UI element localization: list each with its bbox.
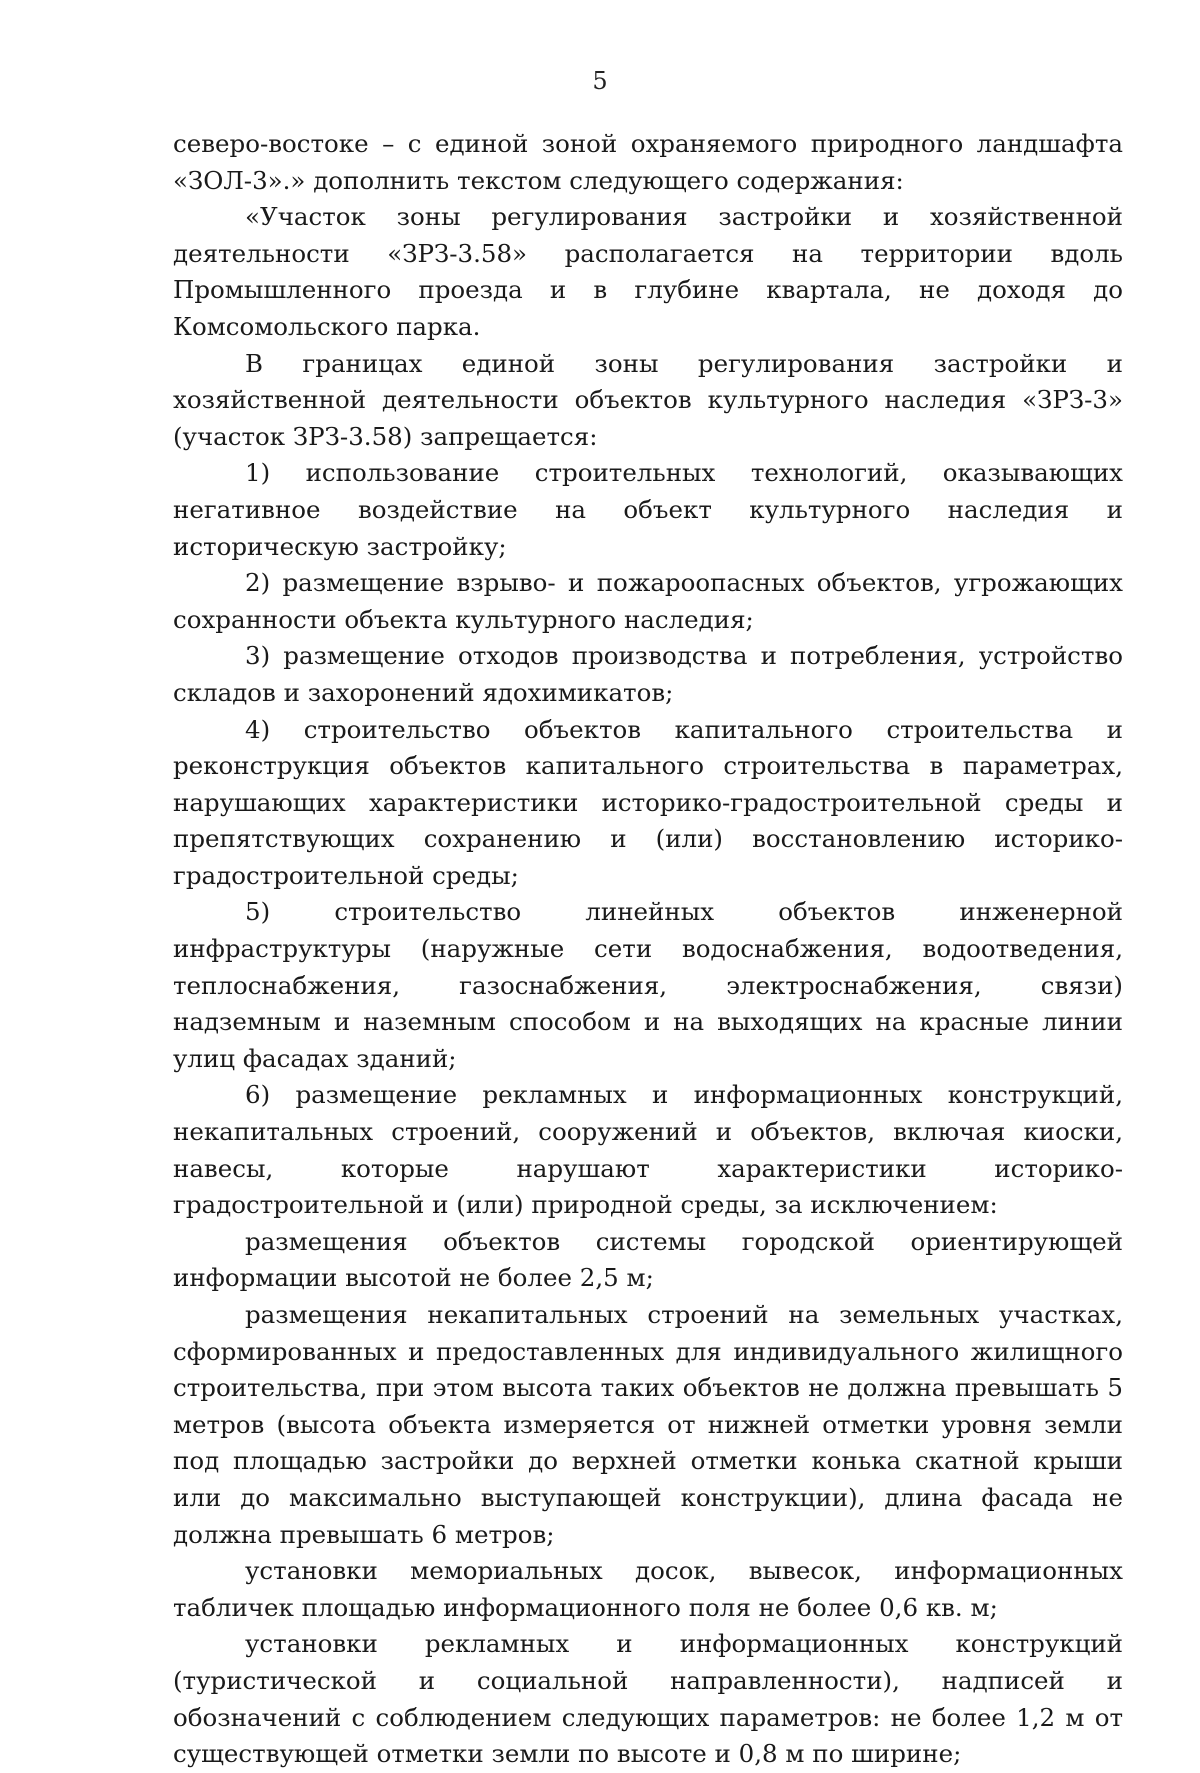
list-item: 3) размещение отходов производства и потребления, устройство складов и захоронений ядохимикатов; <box>173 641 1123 707</box>
exception-item: установки рекламных и информационных конструкций (туристической и социальной направленности), надписей и обозначений с соблюдением следующих параметров: не более 1,2 м от существующей отметки земли по высоте и 0,8 м по ширине; <box>173 1629 1123 1769</box>
list-item: 6) размещение рекламных и информационных конструкций, некапитальных строений, сооружений и объектов, включая киоски, навесы, которые нарушают характеристики историко-градостроительной и (или) природной среды, за исключением: <box>173 1080 1123 1220</box>
list-item: 1) использование строительных технологий, оказывающих негативное воздействие на объект культурного наследия и историческую застройку; <box>173 458 1123 561</box>
document-body <box>173 126 1123 1773</box>
paragraph: «Участок зоны регулирования застройки и хозяйственной деятельности «ЗРЗ-3.58» располагается на территории вдоль Промышленного проезда и в глубине квартала, не доходя до Комсомольского парка. <box>173 202 1123 341</box>
list-item: 2) размещение взрыво- и пожароопасных объектов, угрожающих сохранности объекта культурного наследия; <box>173 568 1123 634</box>
page-number: 5 <box>592 67 608 95</box>
exception-item: размещения объектов системы городской ориентирующей информации высотой не более 2,5 м; <box>173 1226 1123 1293</box>
exception-item: установки мемориальных досок, вывесок, информационных табличек площадью информационного поля не более 0,6 кв. м; <box>173 1556 1123 1622</box>
list-item: 5) строительство линейных объектов инженерной инфраструктуры (наружные сети водоснабжения, водоотведения, теплоснабжения, газоснабжения, электроснабжения, связи) надземным и наземным способом и на выходящих на красные линии улиц фасадах зданий; <box>173 897 1123 1073</box>
exception-item: размещения некапитальных строений на земельных участках, сформированных и предоставленных для индивидуального жилищного строительства, при этом высота таких объектов не должна превышать 5 метров (высота объекта измеряется от нижней отметки уровня земли под площадью застройки до верхней отметки конька скатной крыши или до максимально выступающей конструкции), длина фасада не должна превышать 6 метров; <box>173 1300 1123 1549</box>
paragraph: северо-востоке – с единой зоной охраняемого природного ландшафта «ЗОЛ-3».» дополнить текстом следующего содержания: <box>173 129 1123 195</box>
paragraph: В границах единой зоны регулирования застройки и хозяйственной деятельности объектов культурного наследия «ЗРЗ-3» (участок ЗРЗ-3.58) запрещается: <box>173 348 1123 451</box>
list-item: 4) строительство объектов капитального строительства и реконструкция объектов капитального строительства в параметрах, нарушающих характеристики историко-градостроительной среды и препятствующих сохранению и (или) восстановлению историко-градостроительной среды; <box>173 714 1123 890</box>
